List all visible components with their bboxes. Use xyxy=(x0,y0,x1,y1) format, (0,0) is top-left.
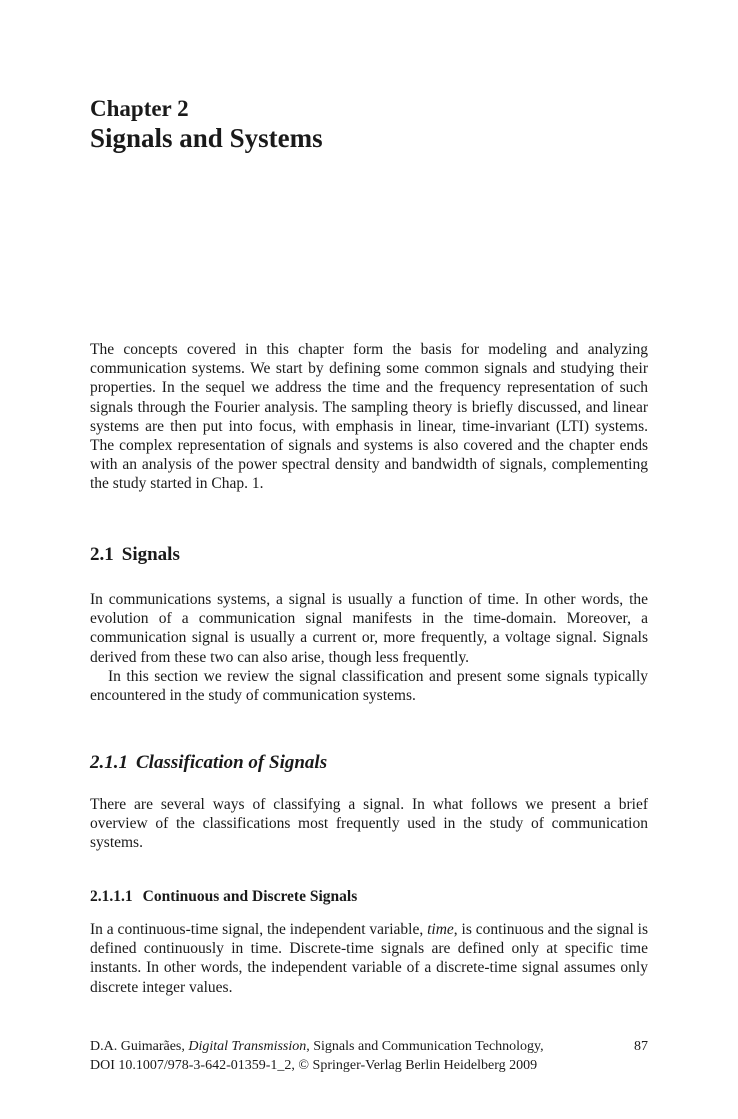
section-heading-2-1 xyxy=(90,544,180,566)
section-heading-2-1-1-1 xyxy=(90,887,357,906)
section-2-1-1-1-paragraph-1 xyxy=(90,920,648,997)
subsubsection-number: 2.1.1.1 xyxy=(90,888,133,905)
section-2-1-paragraph-2: In this section we review the signal classification and present some signals typically encountered in the study of communication systems. xyxy=(90,668,648,705)
section-title: Signals xyxy=(121,544,180,565)
paragraph-text-start: In a continuous-time signal, the independent variable, xyxy=(90,921,428,938)
chapter-title: Signals and Systems xyxy=(90,123,323,153)
footer-citation-line-2: DOI 10.1007/978-3-642-01359-1_2, © Springer-Verlag Berlin Heidelberg 2009 xyxy=(90,1058,538,1073)
footer-book-title: Digital Transmission xyxy=(188,1039,307,1054)
chapter-label: Chapter 2 xyxy=(90,96,189,121)
footer-author: D.A. Guimarães, xyxy=(90,1039,189,1054)
emphasized-term: time xyxy=(427,921,454,938)
section-2-1-1-paragraph-1: There are several ways of classifying a signal. In what follows we present a brief overview of the classifications most frequently used in the study of communication systems. xyxy=(90,796,648,852)
section-heading-2-1-1 xyxy=(90,752,327,774)
subsection-title: Classification of Signals xyxy=(136,752,328,773)
subsubsection-title: Continuous and Discrete Signals xyxy=(142,888,358,905)
subsection-number: 2.1.1 xyxy=(90,752,128,773)
chapter-abstract: The concepts covered in this chapter form the basis for modeling and analyzing communication systems. We start by defining some common signals and studying their properties. In the sequel we address the time and the frequency representation of such signals through the Fourier analysis. The sampling theory is briefly discussed, and linear systems are then put into focus, with emphasis in linear, time-invariant (LTI) systems. The complex representation of signals and systems is also covered and the chapter ends with an analysis of the power spectral density and bandwidth of signals, complementing the study started in Chap. 1. xyxy=(90,341,648,493)
section-2-1-paragraph-1: In communications systems, a signal is usually a function of time. In other words, the evolution of a communication signal manifests in the time-domain. Moreover, a communication signal is usually a current or, more frequently, a voltage signal. Signals derived from these two can also arise, though less frequently. xyxy=(90,591,648,666)
footer-series: , Signals and Communication Technology, xyxy=(306,1039,544,1054)
page-footer xyxy=(90,1037,648,1075)
page-number: 87 xyxy=(634,1039,648,1054)
paragraph-text-end: , is continuous and the signal is defined continuously in time. Discrete-time signals are defined only at specific time instants. In other words, the independent variable of a discrete-time signal assumes only discrete integer values. xyxy=(90,921,648,996)
footer-citation-line-1 xyxy=(90,1037,648,1056)
section-number: 2.1 xyxy=(90,544,114,565)
